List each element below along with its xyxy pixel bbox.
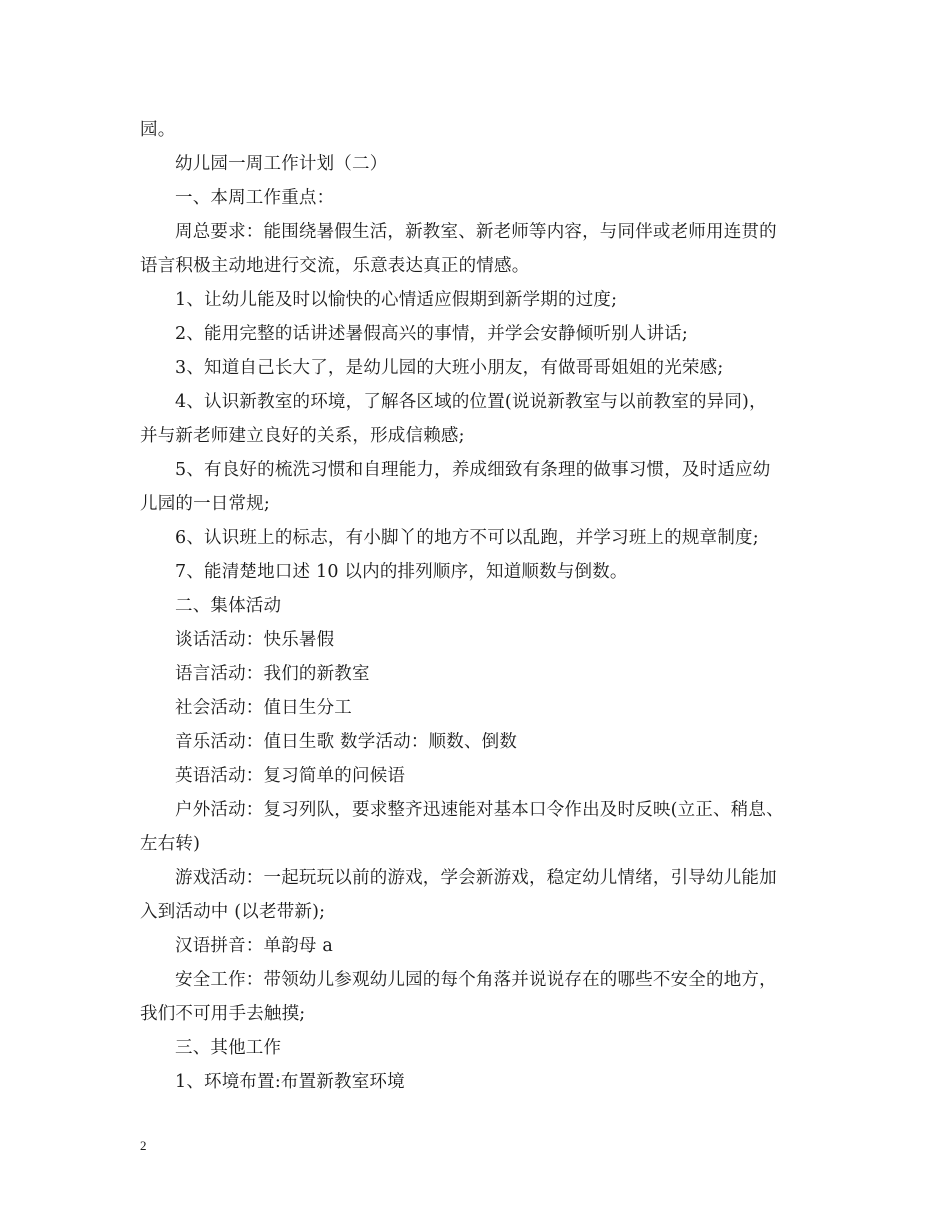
text-line: 游戏活动：一起玩玩以前的游戏，学会新游戏，稳定幼儿情绪，引导幼儿能加: [175, 868, 777, 888]
text-line: 3、知道自己长大了，是幼儿园的大班小朋友，有做哥哥姐姐的光荣感;: [175, 358, 724, 378]
text-line: 左右转): [140, 834, 201, 854]
text-line: 1、环境布置:布置新教室环境: [175, 1072, 405, 1092]
text-line: 语言积极主动地进行交流，乐意表达真正的情感。: [140, 256, 530, 276]
text-line: 儿园的一日常规;: [140, 494, 270, 514]
text-line: 英语活动：复习简单的问候语: [175, 766, 406, 786]
text-line: 语言活动：我们的新教室: [175, 664, 370, 684]
text-line: 户外活动：复习列队，要求整齐迅速能对基本口令作出及时反映(立正、稍息、: [175, 800, 784, 820]
text-line: 音乐活动：值日生歌 数学活动：顺数、倒数: [175, 732, 518, 752]
text-line: 7、能清楚地口述 10 以内的排列顺序，知道顺数与倒数。: [175, 562, 628, 582]
text-line: 二、集体活动: [175, 596, 282, 616]
text-line: 谈话活动：快乐暑假: [175, 630, 335, 650]
text-line: 安全工作：带领幼儿参观幼儿园的每个角落并说说存在的哪些不安全的地方，: [175, 970, 777, 990]
text-line: 三、其他工作: [175, 1038, 282, 1058]
text-line: 我们不可用手去触摸;: [140, 1004, 306, 1024]
document-body: [140, 113, 830, 1099]
text-line: 5、有良好的梳洗习惯和自理能力，养成细致有条理的做事习惯，及时适应幼: [175, 460, 771, 480]
text-line: 汉语拼音：单韵母 a: [175, 936, 333, 956]
text-line: 1、让幼儿能及时以愉快的心情适应假期到新学期的过度;: [175, 290, 618, 310]
text-line: 并与新老师建立良好的关系，形成信赖感;: [140, 426, 465, 446]
text-line: 周总要求：能围绕暑假生活，新教室、新老师等内容，与同伴或老师用连贯的: [175, 222, 777, 242]
text-line: 6、认识班上的标志，有小脚丫的地方不可以乱跑，并学习班上的规章制度;: [175, 528, 759, 548]
text-line: 入到活动中 (以老带新);: [140, 902, 326, 922]
page-number: 2: [140, 1138, 147, 1153]
text-line: 一、本周工作重点：: [175, 188, 335, 208]
text-line: 幼儿园一周工作计划（二）: [175, 154, 388, 174]
text-line: 社会活动：值日生分工: [175, 698, 352, 718]
text-line: 园。: [140, 120, 176, 140]
text-line: 2、能用完整的话讲述暑假高兴的事情，并学会安静倾听别人讲话;: [175, 324, 689, 344]
text-line: 4、认识新教室的环境，了解各区域的位置(说说新教室与以前教室的异同)，: [175, 392, 767, 412]
